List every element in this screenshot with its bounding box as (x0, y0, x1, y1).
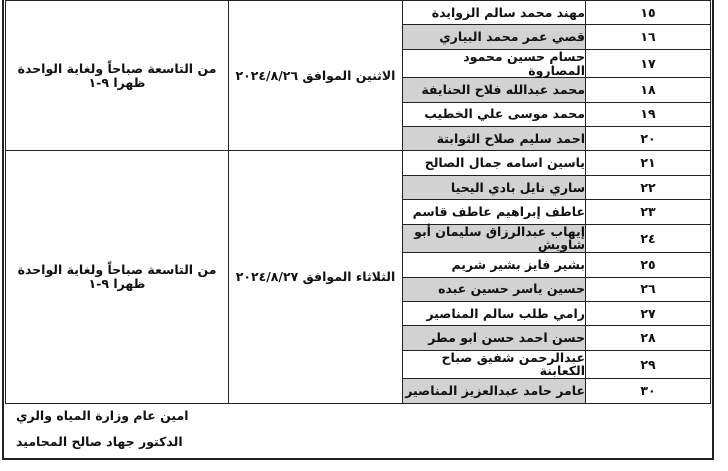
interview-time (6, 1, 229, 151)
row-number: ٢٩ (586, 350, 711, 379)
candidate-name: رامي طلب سالم المناصير (403, 301, 586, 325)
time-line-1: من التاسعة صباحاً ولغاية الواحدة (17, 262, 217, 278)
candidate-name: إيهاب عبدالرزاق سليمان أبو شاويش (403, 224, 586, 253)
candidate-name: عبدالرحمن شفيق صباح الكعابنة (403, 350, 586, 379)
row-number: ٢١ (586, 151, 711, 175)
interview-date: الاثنين الموافق ٢٠٢٤/٨/٢٦ (229, 1, 403, 151)
row-number: ٢٨ (586, 326, 711, 350)
table-row (6, 1, 711, 25)
signatory-title: امين عام وزارة المياه والري (16, 408, 189, 423)
interview-date: الثلاثاء الموافق ٢٠٢٤/٨/٢٧ (229, 151, 403, 403)
signatory-name: الدكتور جهاد صالح المحاميد (16, 434, 183, 449)
candidate-name: محمد عبدالله فلاح الحنايفة (403, 78, 586, 102)
row-number: ٢٠ (586, 127, 711, 151)
row-number: ١٨ (586, 78, 711, 102)
candidate-name: ساري نايل بادي اليحيا (403, 175, 586, 199)
candidate-name: محمد موسى علي الخطيب (403, 102, 586, 126)
candidate-name: عامر حامد عبدالعزيز المناصير (403, 379, 586, 403)
candidate-name: بشير فايز بشير شريم (403, 253, 586, 277)
row-number: ١٥ (586, 1, 711, 25)
candidate-name: حسن احمد حسن ابو مطر (403, 326, 586, 350)
candidate-name: قصي عمر محمد البياري (403, 25, 586, 49)
row-number: ٢٦ (586, 277, 711, 301)
interview-schedule-table (5, 0, 711, 404)
row-number: ١٧ (586, 49, 711, 78)
row-number: ٣٠ (586, 379, 711, 403)
time-line-2: ظهرا ٩-١ (88, 74, 146, 90)
time-line-1: من التاسعة صباحاً ولغاية الواحدة (17, 60, 217, 76)
candidate-name: حسام حسين محمود المصاروة (403, 49, 586, 78)
row-number: ١٦ (586, 25, 711, 49)
table-row (6, 151, 711, 175)
candidate-name: حسين ياسر حسين عبده (403, 277, 586, 301)
row-number: ٢٤ (586, 224, 711, 253)
candidate-name: ياسين اسامه جمال الصالح (403, 151, 586, 175)
row-number: ٢٥ (586, 253, 711, 277)
row-number: ٢٢ (586, 175, 711, 199)
candidate-name: احمد سليم صلاح الثوابتة (403, 127, 586, 151)
row-number: ٢٣ (586, 200, 711, 224)
candidate-name: عاطف إبراهيم عاطف قاسم (403, 200, 586, 224)
time-line-2: ظهرا ٩-١ (88, 276, 146, 292)
row-number: ٢٧ (586, 301, 711, 325)
row-number: ١٩ (586, 102, 711, 126)
interview-time (6, 151, 229, 403)
candidate-name: مهند محمد سالم الزوايدة (403, 1, 586, 25)
